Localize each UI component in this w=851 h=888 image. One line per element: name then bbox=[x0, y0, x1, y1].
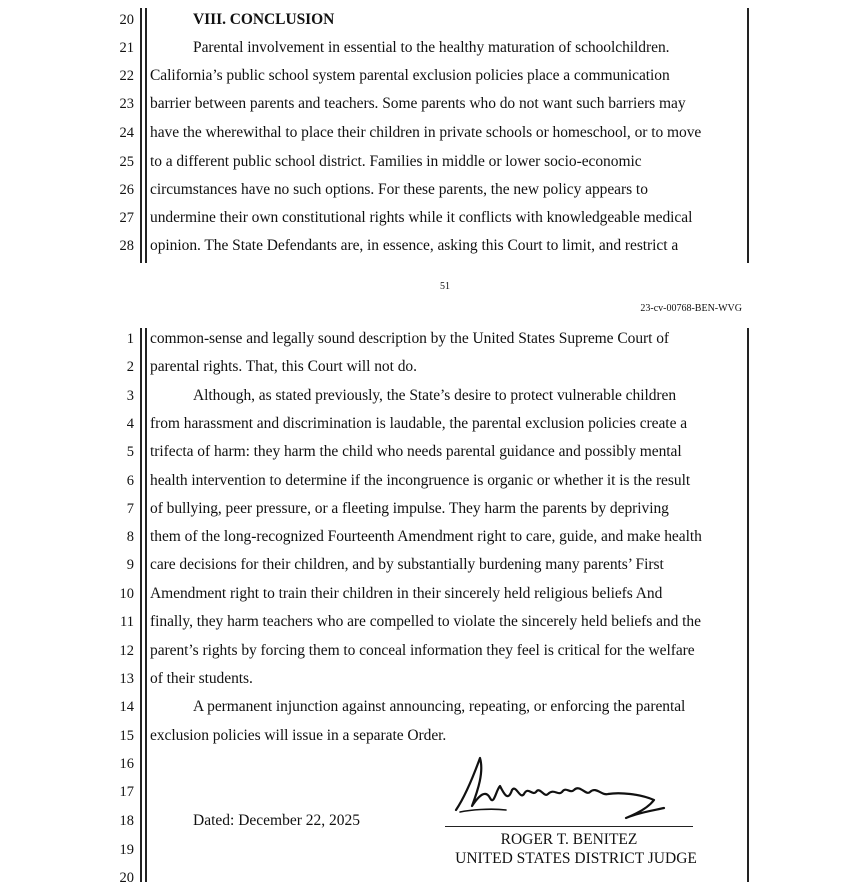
text-line: of bullying, peer pressure, or a fleeting impulse. They harm the parents by depriving bbox=[150, 500, 669, 517]
text-line: exclusion policies will issue in a separate Order. bbox=[150, 727, 447, 744]
line-number: 21 bbox=[119, 40, 134, 56]
text-line: circumstances have no such options. For these parents, the new policy appears to bbox=[150, 181, 648, 198]
text-line: Parental involvement in essential to the healthy maturation of schoolchildren. bbox=[193, 39, 670, 56]
line-number: 18 bbox=[119, 813, 134, 829]
text-line: undermine their own constitutional rights while it conflicts with knowledgeable medical bbox=[150, 209, 693, 226]
line-number: 15 bbox=[119, 728, 134, 744]
margin-rule-right bbox=[747, 328, 749, 882]
line-number: 19 bbox=[119, 842, 134, 858]
line-number: 2 bbox=[126, 359, 134, 375]
text-line: opinion. The State Defendants are, in essence, asking this Court to limit, and restrict a bbox=[150, 237, 679, 254]
line-number: 26 bbox=[119, 182, 134, 198]
text-line: from harassment and discrimination is laudable, the parental exclusion policies create a bbox=[150, 415, 688, 432]
signer-name: ROGER T. BENITEZ bbox=[500, 831, 638, 848]
line-number: 4 bbox=[126, 416, 134, 432]
text-line: A permanent injunction against announcing, repeating, or enforcing the parental bbox=[193, 698, 686, 715]
text-line: trifecta of harm: they harm the child who needs parental guidance and possibly mental bbox=[150, 443, 682, 460]
text-line: California’s public school system parental exclusion policies place a communication bbox=[150, 67, 670, 84]
text-line: Amendment right to train their children in their sincerely held religious beliefs And bbox=[150, 585, 663, 602]
line-number: 14 bbox=[119, 699, 134, 715]
margin-rule-right bbox=[747, 8, 749, 263]
text-line: care decisions for their children, and by substantially burdening many parents’ First bbox=[150, 556, 664, 573]
signature-line bbox=[445, 826, 693, 827]
text-line: have the wherewithal to place their children in private schools or homeschool, or to move bbox=[150, 124, 702, 141]
text-line: to a different public school district. Families in middle or lower socio-economic bbox=[150, 153, 642, 170]
signer-title: UNITED STATES DISTRICT JUDGE bbox=[455, 850, 697, 867]
line-number: 22 bbox=[119, 68, 134, 84]
line-number: 1 bbox=[126, 331, 134, 347]
margin-rule-left-outer bbox=[140, 8, 142, 263]
line-number: 20 bbox=[119, 870, 134, 886]
signature-image bbox=[450, 750, 670, 830]
margin-rule-left-outer bbox=[140, 328, 142, 882]
line-number: 16 bbox=[119, 756, 134, 772]
line-number: 3 bbox=[126, 388, 134, 404]
line-number: 28 bbox=[119, 238, 134, 254]
text-line: common-sense and legally sound description by the United States Supreme Court of bbox=[150, 330, 670, 347]
page-number: 51 bbox=[440, 281, 450, 292]
line-number: 5 bbox=[126, 444, 134, 460]
margin-rule-left-inner bbox=[145, 328, 147, 882]
text-line: finally, they harm teachers who are compelled to violate the sincerely held beliefs and the bbox=[150, 613, 701, 630]
text-line: of their students. bbox=[150, 670, 253, 687]
section-heading: VIII. CONCLUSION bbox=[193, 11, 335, 28]
dated-line: Dated: December 22, 2025 bbox=[193, 812, 360, 829]
line-number: 27 bbox=[119, 210, 134, 226]
line-number: 9 bbox=[126, 557, 134, 573]
line-number: 10 bbox=[119, 586, 134, 602]
line-number: 12 bbox=[119, 643, 134, 659]
line-number: 6 bbox=[126, 473, 134, 489]
line-number: 17 bbox=[119, 784, 134, 800]
line-number: 25 bbox=[119, 154, 134, 170]
line-number: 11 bbox=[120, 614, 134, 630]
text-line: them of the long-recognized Fourteenth Amendment right to care, guide, and make health bbox=[150, 528, 702, 545]
line-number: 13 bbox=[119, 671, 134, 687]
margin-rule-left-inner bbox=[145, 8, 147, 263]
line-number: 8 bbox=[126, 529, 134, 545]
line-number: 23 bbox=[119, 96, 134, 112]
line-number: 7 bbox=[126, 501, 134, 517]
text-line: parental rights. That, this Court will not do. bbox=[150, 358, 417, 375]
text-line: barrier between parents and teachers. Some parents who do not want such barriers may bbox=[150, 95, 686, 112]
line-number: 24 bbox=[119, 125, 134, 141]
text-line: Although, as stated previously, the State’s desire to protect vulnerable children bbox=[193, 387, 677, 404]
text-line: health intervention to determine if the incongruence is organic or whether it is the result bbox=[150, 472, 691, 489]
line-number: 20 bbox=[119, 12, 134, 28]
text-line: parent’s rights by forcing them to conceal information they feel is critical for the welfare bbox=[150, 642, 695, 659]
case-number: 23-cv-00768-BEN-WVG bbox=[640, 303, 742, 314]
